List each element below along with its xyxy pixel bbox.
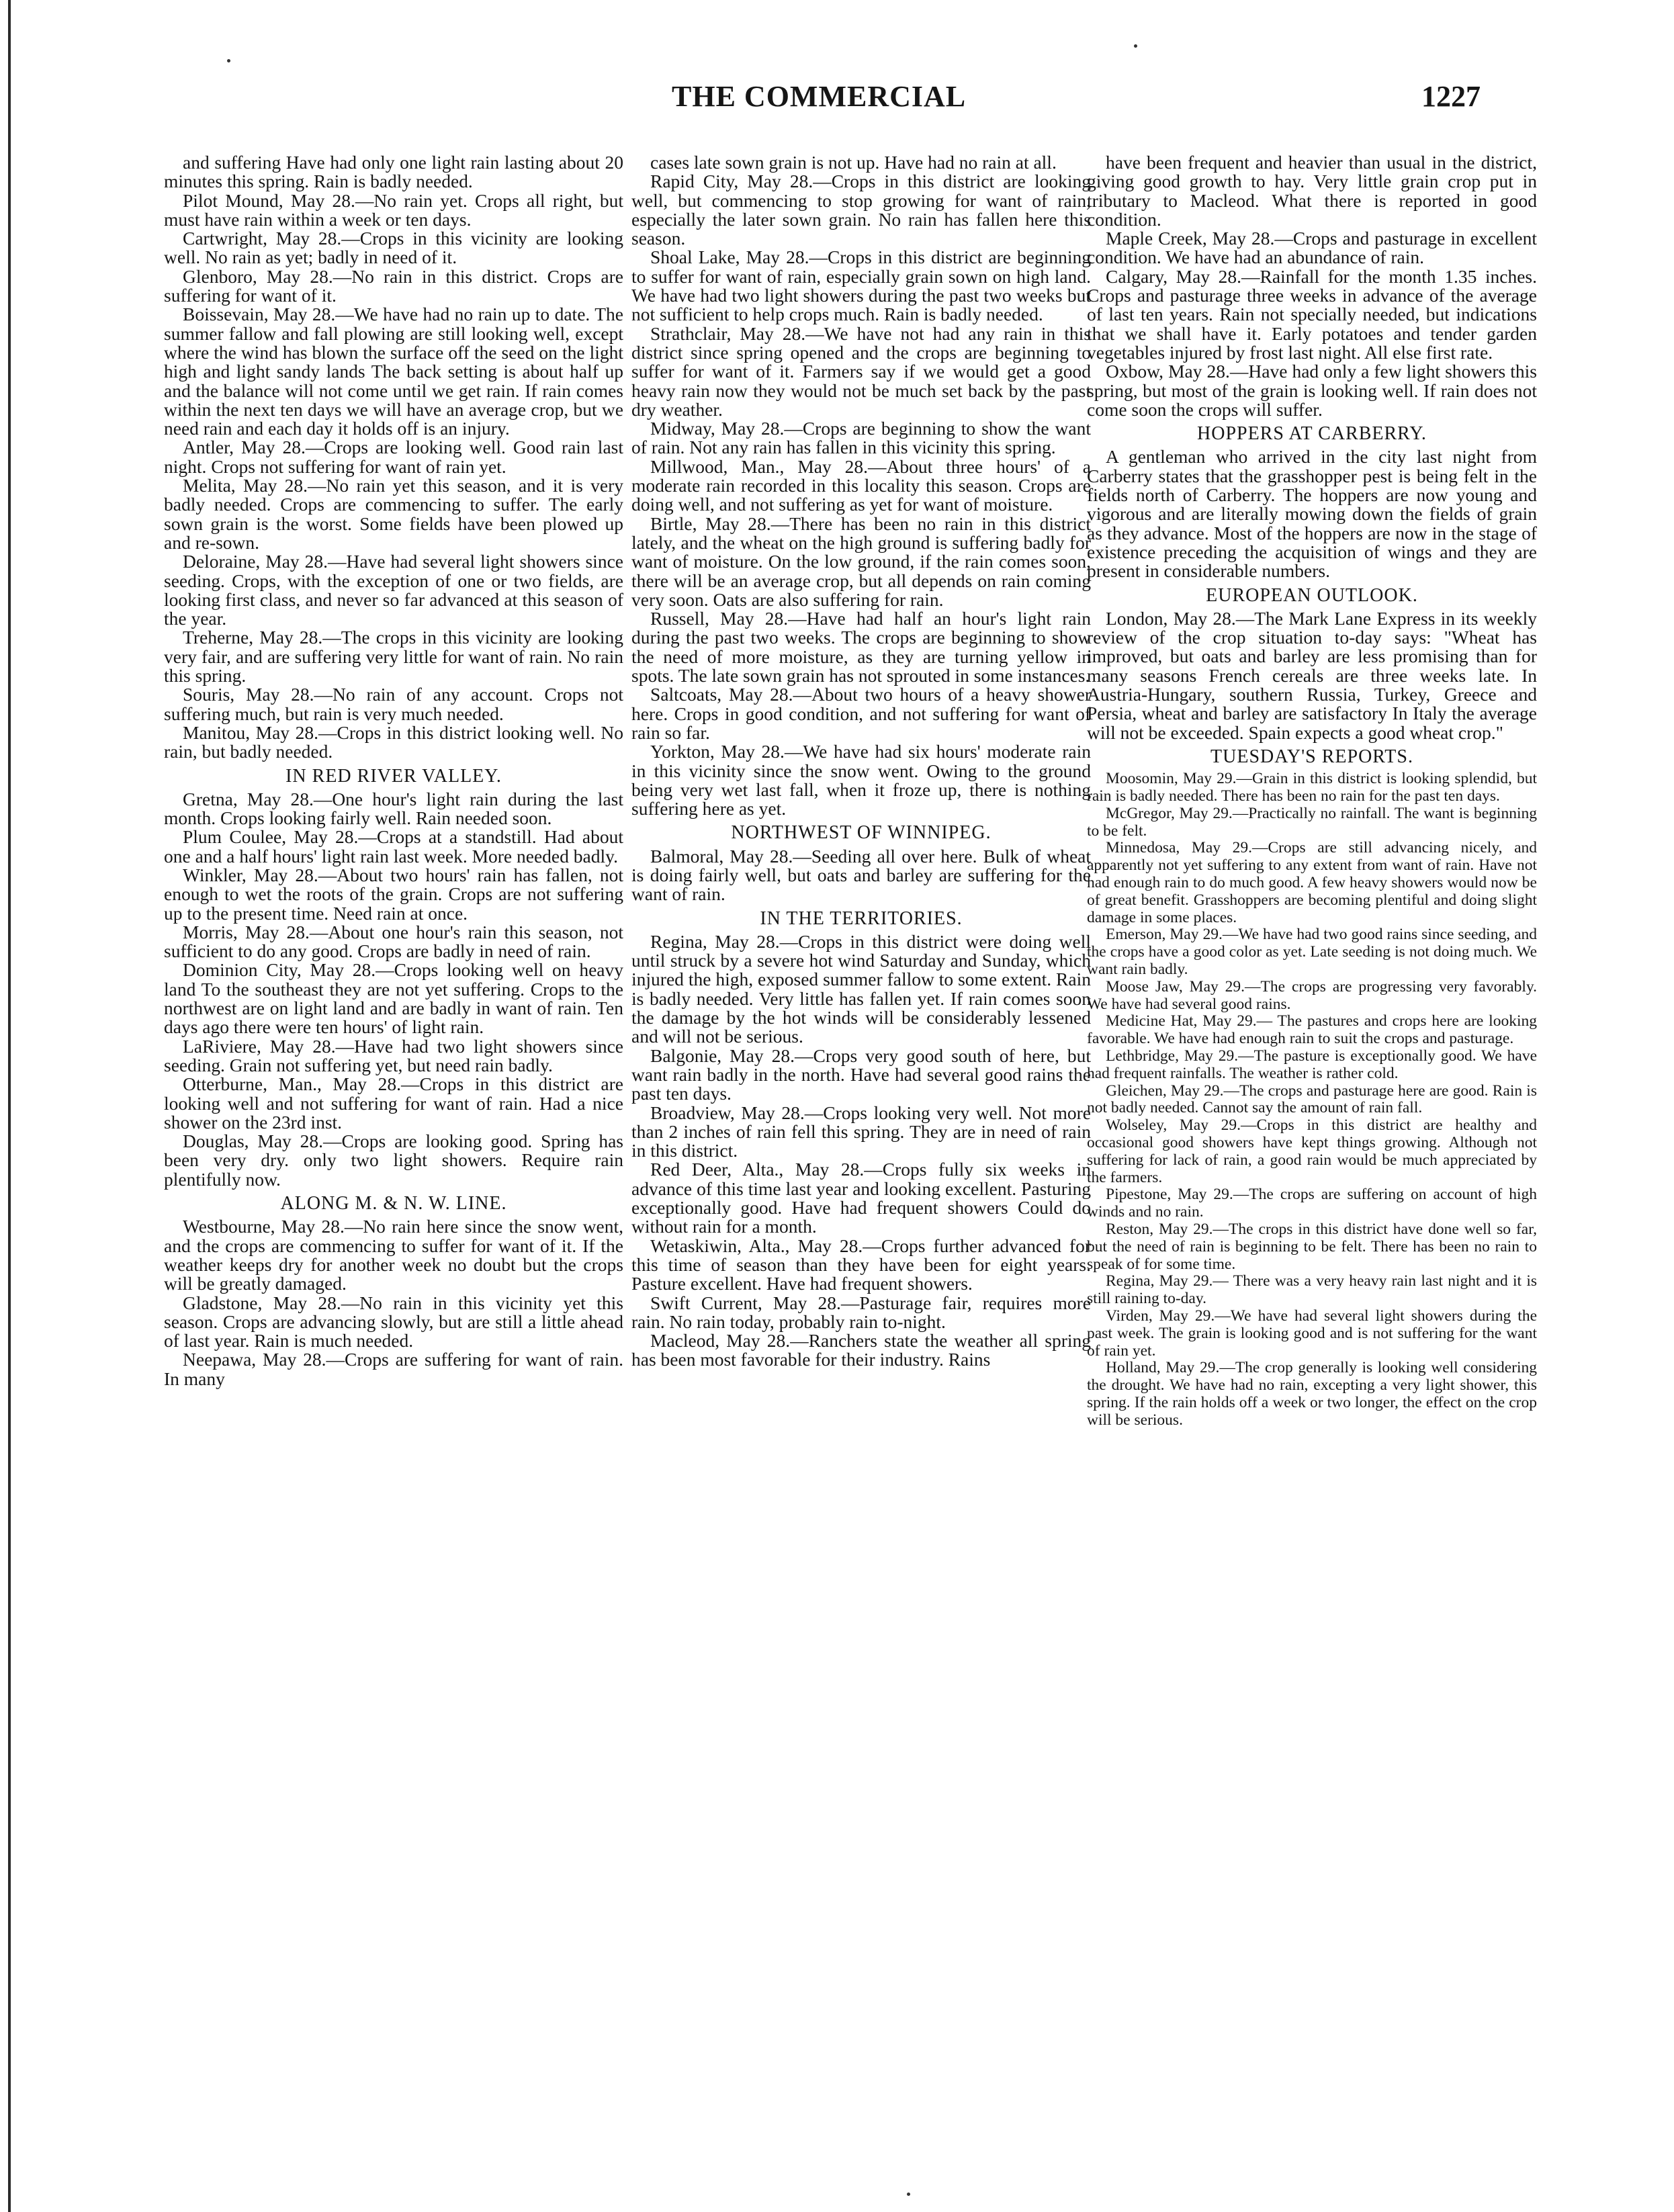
report-paragraph: cases late sown grain is not up. Have had no rain at all. <box>650 152 1057 173</box>
report-paragraph: Macleod, May 28.—Ranchers state the weather all spring has been most favorable for their industry. Rains <box>631 1330 1091 1370</box>
report-paragraph: Deloraine, May 28.—Have had several light showers since seeding. Crops, with the exception of one or two fields, are looking first class, and never so far advanced at this season of the year. <box>164 551 623 629</box>
report-paragraph: Medicine Hat, May 29.— The pastures and crops here are looking favorable. We have had enough rain to suit the crops and pasturage. <box>1087 1012 1537 1048</box>
report-paragraph: McGregor, May 29.—Practically no rainfall. The want is beginning to be felt. <box>1087 804 1537 840</box>
report-paragraph: Neepawa, May 28.—Crops are suffering for want of rain. In many <box>164 1349 623 1389</box>
report-paragraph: Midway, May 28.—Crops are beginning to show the want of rain. Not any rain has fallen in this vicinity this spring. <box>631 418 1091 458</box>
section-heading: ALONG M. & N. W. LINE. <box>280 1193 507 1214</box>
report-paragraph: Minnedosa, May 29.—Crops are still advancing nicely, and apparently not yet suffering to any extent from want of rain. Have not had enough rain to do much good. A few heavy showers would now be of great benefit. Grasshoppers are becoming plentiful and doing slight damage in some places. <box>1087 839 1537 926</box>
column-1 <box>164 153 623 1388</box>
report-paragraph: have been frequent and heavier than usual in the district, giving good growth to hay. Very little grain crop put in tributary to Macleod. What there is reported in good condition. <box>1087 152 1537 230</box>
report-paragraph: and suffering Have had only one light rain lasting about 20 minutes this spring. Rain is badly needed. <box>164 152 623 192</box>
report-paragraph: Swift Current, May 28.—Pasturage fair, requires more rain. No rain today, probably rain to-night. <box>631 1292 1091 1332</box>
page-edge-rule <box>8 0 11 2212</box>
report-paragraph: Melita, May 28.—No rain yet this season, and it is very badly needed. Crops are commencing to suffer. The early sown grain is the worst. Some fields have been plowed up and re-sown. <box>164 475 623 553</box>
report-paragraph: Gleichen, May 29.—The crops and pasturage here are good. Rain is not badly needed. Cannot say the amount of rain fall. <box>1087 1081 1537 1117</box>
section-heading: EUROPEAN OUTLOOK. <box>1206 584 1418 606</box>
print-speck <box>1134 44 1137 48</box>
report-paragraph: Winkler, May 28.—About two hours' rain has fallen, not enough to wet the roots of the grain. Crops are not suffering up to the present time. Need rain at once. <box>164 864 623 924</box>
report-paragraph: Wolseley, May 29.—Crops in this district are healthy and occasional good showers have kept things growing. Although not suffering for lack of rain, a good rain would be much appreciated by the farmers. <box>1087 1116 1537 1186</box>
report-paragraph: Oxbow, May 28.—Have had only a few light showers this spring, but most of the grain is looking well. If rain does not come soon the crops will suffer. <box>1087 361 1537 420</box>
section-heading: IN RED RIVER VALLEY. <box>285 765 502 787</box>
masthead-title: THE COMMERCIAL <box>672 80 967 113</box>
section-heading: IN THE TERRITORIES. <box>760 908 963 929</box>
report-paragraph: Regina, May 29.— There was a very heavy rain last night and it is still raining to-day. <box>1087 1272 1537 1308</box>
report-paragraph: Shoal Lake, May 28.—Crops in this district are beginning to suffer for want of rain, especially grain sown on high land. We have had two light showers during the past two weeks but not sufficient to help crops much. Rain is badly needed. <box>631 247 1091 325</box>
report-paragraph: Treherne, May 28.—The crops in this vicinity are looking very fair, and are suffering very little for want of rain. No rain this spring. <box>164 627 623 687</box>
report-paragraph: LaRiviere, May 28.—Have had two light showers since seeding. Grain not suffering yet, but need rain badly. <box>164 1035 623 1075</box>
column-2 <box>631 153 1091 1370</box>
report-paragraph: Pipestone, May 29.—The crops are suffering on account of high winds and no rain. <box>1087 1186 1537 1221</box>
report-paragraph: Balmoral, May 28.—Seeding all over here. Bulk of wheat is doing fairly well, but oats and barley are suffering for the want of rain. <box>631 845 1091 905</box>
report-paragraph: Glenboro, May 28.—No rain in this district. Crops are suffering for want of it. <box>164 265 623 306</box>
report-paragraph: Russell, May 28.—Have had half an hour's light rain during the past two weeks. The crops are beginning to show the need of more moisture, as they are turning yellow in spots. The late sown grain has not sprouted in some instances. <box>631 608 1091 687</box>
report-paragraph: Virden, May 29.—We have had several light showers during the past week. The grain is looking good and is not suffering for the want of rain yet. <box>1087 1307 1537 1360</box>
report-paragraph: Strathclair, May 28.—We have not had any rain in this district since spring opened and the crops are beginning to suffer for want of it. Farmers say if we would get a good heavy rain now they would not be much set back by the past dry weather. <box>631 322 1091 420</box>
report-paragraph: Souris, May 28.—No rain of any account. Crops not suffering much, but rain is very much needed. <box>164 684 623 724</box>
print-speck <box>907 2193 910 2196</box>
section-heading: NORTHWEST OF WINNIPEG. <box>731 822 992 844</box>
column-3 <box>1087 153 1537 1429</box>
report-paragraph: Antler, May 28.—Crops are looking well. Good rain last night. Crops not suffering for want of rain yet. <box>164 437 623 477</box>
report-paragraph: Gladstone, May 28.—No rain in this vicinity yet this season. Crops are advancing slowly, but are still a little ahead of last year. Rain is much needed. <box>164 1292 623 1352</box>
report-paragraph: Otterburne, Man., May 28.—Crops in this district are looking well and not suffering for want of rain. Had a nice shower on the 23rd inst. <box>164 1073 623 1133</box>
report-paragraph: Douglas, May 28.—Crops are looking good. Spring has been very dry. only two light showers. Require rain plentifully now. <box>164 1131 623 1190</box>
section-heading: TUESDAY'S REPORTS. <box>1210 746 1413 767</box>
report-paragraph: Cartwright, May 28.—Crops in this vicinity are looking well. No rain as yet; badly in need of it. <box>164 228 623 268</box>
report-paragraph: Wetaskiwin, Alta., May 28.—Crops further advanced for this time of season than they have been for eight years. Pasture excellent. Have had frequent showers. <box>631 1235 1091 1294</box>
report-paragraph: Westbourne, May 28.—No rain here since the snow went, and the crops are commencing to suffer for want of it. If the weather keeps dry for another week no doubt but the crops will be greatly damaged. <box>164 1216 623 1294</box>
report-paragraph: Dominion City, May 28.—Crops looking well on heavy land To the southeast they are not yet suffering. Crops to the northwest are on light land and are badly in want of rain. Ten days ago there were ten hours' of light rain. <box>164 959 623 1038</box>
report-paragraph: London, May 28.—The Mark Lane Express in its weekly review of the crop situation to-day says: "Wheat has improved, but oats and barley are less promising than for many seasons French cereals are three weeks late. In Austria-Hungary, southern Russia, Turkey, Greece and Persia, wheat and barley are satisfactory In Italy the average will not be exceeded. Spain expects a good wheat crop." <box>1087 607 1537 743</box>
report-paragraph: Red Deer, Alta., May 28.—Crops fully six weeks in advance of this time last year and looking excellent. Pasturing exceptionally good. Have had frequent showers Could do without rain for a month. <box>631 1159 1091 1237</box>
report-paragraph: Birtle, May 28.—There has been no rain in this district lately, and the wheat on the high ground is suffering badly for want of moisture. On the low ground, if the rain comes soon, there will be an average crop, but all depends on rain coming very soon. Oats are also suffering for rain. <box>631 513 1091 610</box>
report-paragraph: Millwood, Man., May 28.—About three hours' of a moderate rain recorded in this locality this season. Crops are doing well, and not suffering as yet for want of moisture. <box>631 455 1091 515</box>
report-paragraph: Yorkton, May 28.—We have had six hours' moderate rain in this vicinity since the snow went. Owing to the ground being very wet last fall, when it froze up, there is nothing suffering here as yet. <box>631 741 1091 820</box>
page-number: 1227 <box>1421 80 1481 113</box>
report-paragraph: Regina, May 28.—Crops in this district were doing well until struck by a severe hot wind Saturday and Sunday, which injured the high, exposed summer fallow to some extent. Rain is badly needed. Very little has fallen yet. If rain comes soon the damage by the hot winds will be considerably lessened and will not be serious. <box>631 930 1091 1047</box>
report-paragraph: Reston, May 29.—The crops in this district have done well so far, but the need of rain is beginning to be felt. There has been no rain to speak of for some time. <box>1087 1220 1537 1273</box>
report-paragraph: Morris, May 28.—About one hour's rain this season, not sufficient to do any good. Crops are badly in need of rain. <box>164 921 623 962</box>
report-paragraph: Maple Creek, May 28.—Crops and pasturage in excellent condition. We have had an abundance of rain. <box>1087 228 1537 268</box>
report-paragraph: Calgary, May 28.—Rainfall for the month 1.35 inches. Crops and pasturage three weeks in advance of the average of last ten years. Rain not specially needed, but indications that we shall have it. Early potatoes and tender garden vegetables injured by frost last night. All else first rate. <box>1087 265 1537 363</box>
report-paragraph: Pilot Mound, May 28.—No rain yet. Crops all right, but must have rain within a week or ten days. <box>164 189 623 230</box>
report-paragraph: Saltcoats, May 28.—About two hours of a heavy shower here. Crops in good condition, and not suffering for want of rain so far. <box>631 684 1091 743</box>
report-paragraph: Moosomin, May 29.—Grain in this district is looking splendid, but rain is badly needed. There has been no rain for the past ten days. <box>1087 770 1537 805</box>
report-paragraph: Broadview, May 28.—Crops looking very well. Not more than 2 inches of rain fell this spring. They are in need of rain in this district. <box>631 1102 1091 1161</box>
report-paragraph: Holland, May 29.—The crop generally is looking well considering the drought. We have had no rain, excepting a very light shower, this spring. If the rain holds off a week or two longer, the effect on the crop will be serious. <box>1087 1359 1537 1429</box>
report-paragraph: A gentleman who arrived in the city last night from Carberry states that the grasshopper pest is being felt in the fields north of Carberry. The hoppers are now young and vigorous and are literally mowing down the fields of grain as they advance. Most of the hoppers are now in the stage of existence preceding the acquisition of wings and they are present in considerable numbers. <box>1087 446 1537 582</box>
section-heading: HOPPERS AT CARBERRY. <box>1197 423 1427 445</box>
report-paragraph: Manitou, May 28.—Crops in this district looking well. No rain, but badly needed. <box>164 721 623 762</box>
report-paragraph: Balgonie, May 28.—Crops very good south of here, but want rain badly in the north. Have had several good rains the past ten days. <box>631 1045 1091 1104</box>
report-paragraph: Plum Coulee, May 28.—Crops at a standstill. Had about one and a half hours' light rain last week. More needed badly. <box>164 826 623 867</box>
report-paragraph: Boissevain, May 28.—We have had no rain up to date. The summer fallow and fall plowing are still looking well, except where the wind has blown the surface off the seed on the light high and light sandy lands The back setting is about half up and the balance will not come until we get rain. If rain comes within the next ten days we will have an average crop, but we need rain and each day it holds off is an injury. <box>164 304 623 439</box>
report-paragraph: Emerson, May 29.—We have had two good rains since seeding, and the crops have a good color as yet. Late seeding is not doing much. We want rain badly. <box>1087 926 1537 978</box>
print-speck <box>227 59 230 62</box>
report-paragraph: Gretna, May 28.—One hour's light rain during the last month. Crops looking fairly well. Rain needed soon. <box>164 788 623 829</box>
report-paragraph: Moose Jaw, May 29.—The crops are progressing very favorably. We have had several good rains. <box>1087 977 1537 1013</box>
report-paragraph: Rapid City, May 28.—Crops in this district are looking well, but commencing to stop growing for want of rain, especially the later sown grain. No rain has fallen here this season. <box>631 171 1091 249</box>
report-paragraph: Lethbridge, May 29.—The pasture is exceptionally good. We have had frequent rainfalls. The weather is rather cold. <box>1087 1047 1537 1082</box>
